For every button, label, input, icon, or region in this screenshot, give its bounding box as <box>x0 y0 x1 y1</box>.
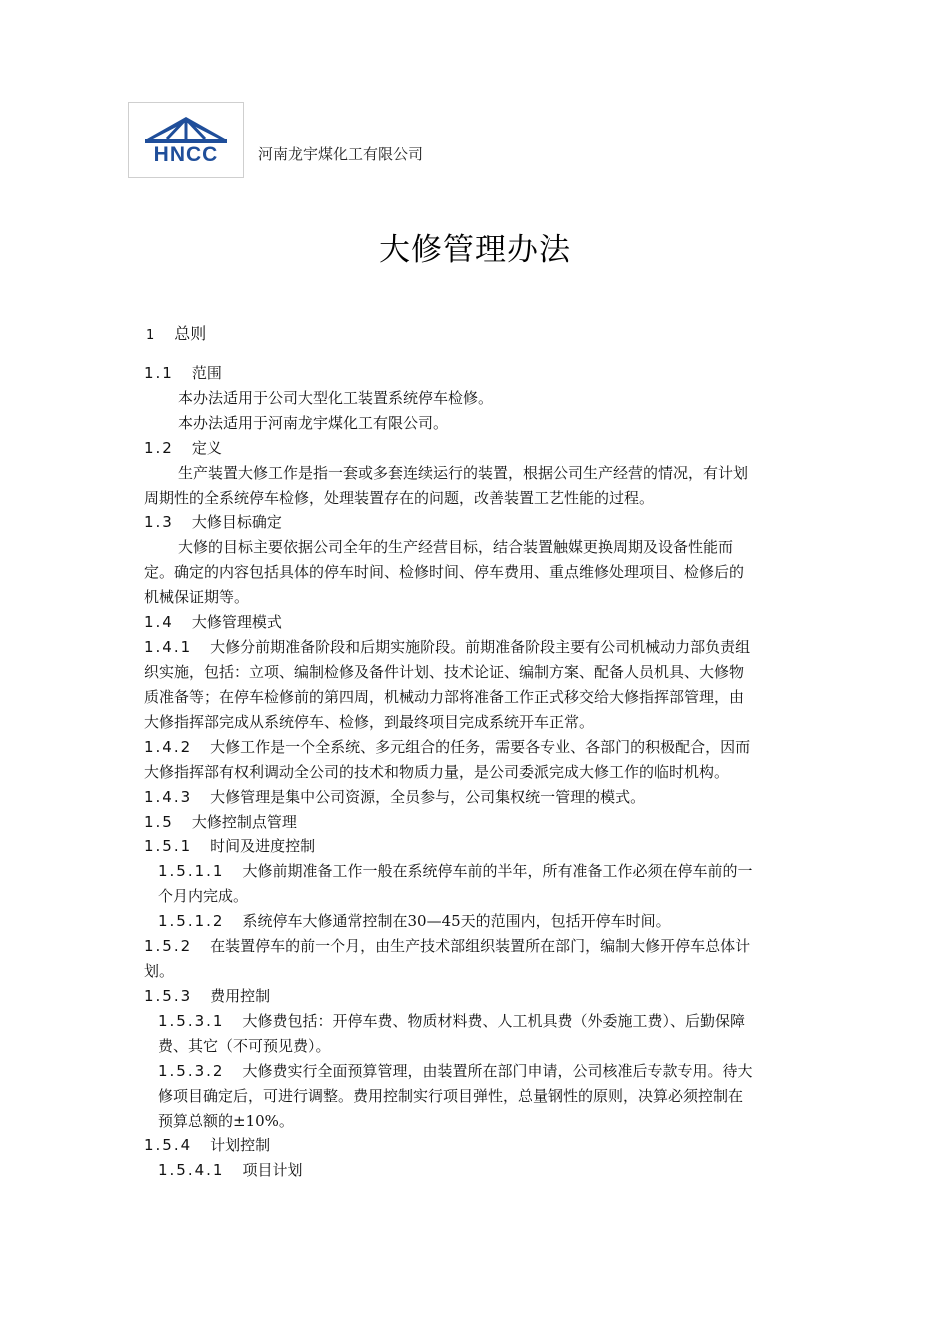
subsection-heading <box>144 986 270 1006</box>
section-number: 1.5.4.1 <box>158 1161 225 1179</box>
company-logo <box>128 102 244 178</box>
subsection-heading <box>158 1160 303 1180</box>
subsection-heading <box>144 363 222 383</box>
subsection-heading <box>144 612 282 632</box>
paragraph-line: 费、其它（不可预见费）。 <box>158 1037 331 1055</box>
paragraph-line: 质准备等；在停车检修前的第四周，机械动力部将准备工作正式移交给大修指挥部管理，由 <box>144 688 745 706</box>
item-number: 1.5.3.2 <box>158 1062 225 1080</box>
section-title: 时间及进度控制 <box>210 837 316 855</box>
item-number: 1.5.1.1 <box>158 862 225 880</box>
numbered-paragraph <box>144 936 750 956</box>
paragraph-line: 划。 <box>144 962 175 980</box>
item-number: 1.5.1.2 <box>158 912 225 930</box>
section-number: 1.1 <box>144 364 174 382</box>
item-number: 1.4.3 <box>144 788 193 806</box>
paragraph-line: 大修指挥部完成从系统停车、检修，到最终项目完成系统开车正常。 <box>144 713 595 731</box>
hncc-logo-icon <box>129 103 243 177</box>
numbered-paragraph <box>158 911 671 931</box>
item-text: 大修工作是一个全系统、多元组合的任务，需要各专业、各部门的积极配合，因而 <box>210 738 751 756</box>
numbered-paragraph <box>158 1061 753 1081</box>
paragraph-line: 织实施，包括：立项、编制检修及备件计划、技术论证、编制方案、配备人员机具、大修物 <box>144 663 745 681</box>
logo-text: HNCC <box>153 143 219 166</box>
section-number: 1.5.3 <box>144 987 193 1005</box>
item-text: 大修费实行全面预算管理，由装置所在部门申请，公司核准后专款专用。待大 <box>242 1062 753 1080</box>
item-number: 1.4.1 <box>144 638 193 656</box>
numbered-paragraph <box>158 1011 745 1031</box>
item-number: 1.4.2 <box>144 738 193 756</box>
paragraph-line: 大修的目标主要依据公司全年的生产经营目标，结合装置触媒更换周期及设备性能而 <box>178 538 734 556</box>
company-name: 河南龙宇煤化工有限公司 <box>258 145 424 163</box>
section-number: 1 <box>146 328 157 343</box>
paragraph-line: 机械保证期等。 <box>144 588 250 606</box>
item-text: 大修费包括：开停车费、物质材料费、人工机具费（外委施工费）、后勤保障 <box>242 1012 745 1030</box>
section-number: 1.4 <box>144 613 174 631</box>
paragraph-line: 周期性的全系统停车检修，处理装置存在的问题，改善装置工艺性能的过程。 <box>144 489 655 507</box>
section-number: 1.5.4 <box>144 1136 193 1154</box>
paragraph-line: 本办法适用于公司大型化工装置系统停车检修。 <box>178 389 494 407</box>
section-title: 项目计划 <box>242 1161 303 1179</box>
section-number: 1.2 <box>144 439 174 457</box>
section-number: 1.3 <box>144 513 174 531</box>
section-title: 费用控制 <box>210 987 271 1005</box>
paragraph-line: 个月内完成。 <box>158 887 249 905</box>
section-title: 大修控制点管理 <box>191 813 297 831</box>
section-title: 总则 <box>174 324 207 343</box>
paragraph-line: 预算总额的±10%。 <box>158 1112 294 1130</box>
numbered-paragraph <box>144 637 750 657</box>
item-text: 在装置停车的前一个月，由生产技术部组织装置所在部门，编制大修开停车总体计 <box>210 937 751 955</box>
subsection-heading <box>144 1135 270 1155</box>
item-text: 大修分前期准备阶段和后期实施阶段。前期准备阶段主要有公司机械动力部负责组 <box>210 638 751 656</box>
paragraph-line: 本办法适用于河南龙宇煤化工有限公司。 <box>178 414 449 432</box>
section-number: 1.5.1 <box>144 837 193 855</box>
paragraph-line: 定。确定的内容包括具体的停车时间、检修时间、停车费用、重点维修处理项目、检修后的 <box>144 563 745 581</box>
subsection-heading <box>144 836 315 856</box>
numbered-paragraph <box>144 737 750 757</box>
subsection-heading <box>144 812 297 832</box>
paragraph-line: 大修指挥部有权利调动全公司的技术和物质力量，是公司委派完成大修工作的临时机构。 <box>144 763 730 781</box>
section-title: 大修管理模式 <box>191 613 282 631</box>
item-text: 大修管理是集中公司资源，全员参与，公司集权统一管理的模式。 <box>210 788 646 806</box>
numbered-paragraph <box>158 861 753 881</box>
item-text: 系统停车大修通常控制在30—45天的范围内，包括开停车时间。 <box>242 912 671 930</box>
numbered-paragraph <box>144 787 645 807</box>
section-title: 定义 <box>191 439 222 457</box>
paragraph-line: 生产装置大修工作是指一套或多套连续运行的装置，根据公司生产经营的情况，有计划 <box>178 464 749 482</box>
item-number: 1.5.3.1 <box>158 1012 225 1030</box>
section-title: 计划控制 <box>210 1136 271 1154</box>
paragraph-line: 修项目确定后，可进行调整。费用控制实行项目弹性，总量钢性的原则，决算必须控制在 <box>158 1087 744 1105</box>
section-title: 大修目标确定 <box>191 513 282 531</box>
subsection-heading <box>144 438 222 458</box>
item-number: 1.5.2 <box>144 937 193 955</box>
section-heading <box>146 324 206 346</box>
subsection-heading <box>144 512 282 532</box>
page-title: 大修管理办法 <box>379 232 571 268</box>
item-text: 大修前期准备工作一般在系统停车前的半年，所有准备工作必须在停车前的一 <box>242 862 753 880</box>
section-title: 范围 <box>191 364 222 382</box>
section-number: 1.5 <box>144 813 174 831</box>
